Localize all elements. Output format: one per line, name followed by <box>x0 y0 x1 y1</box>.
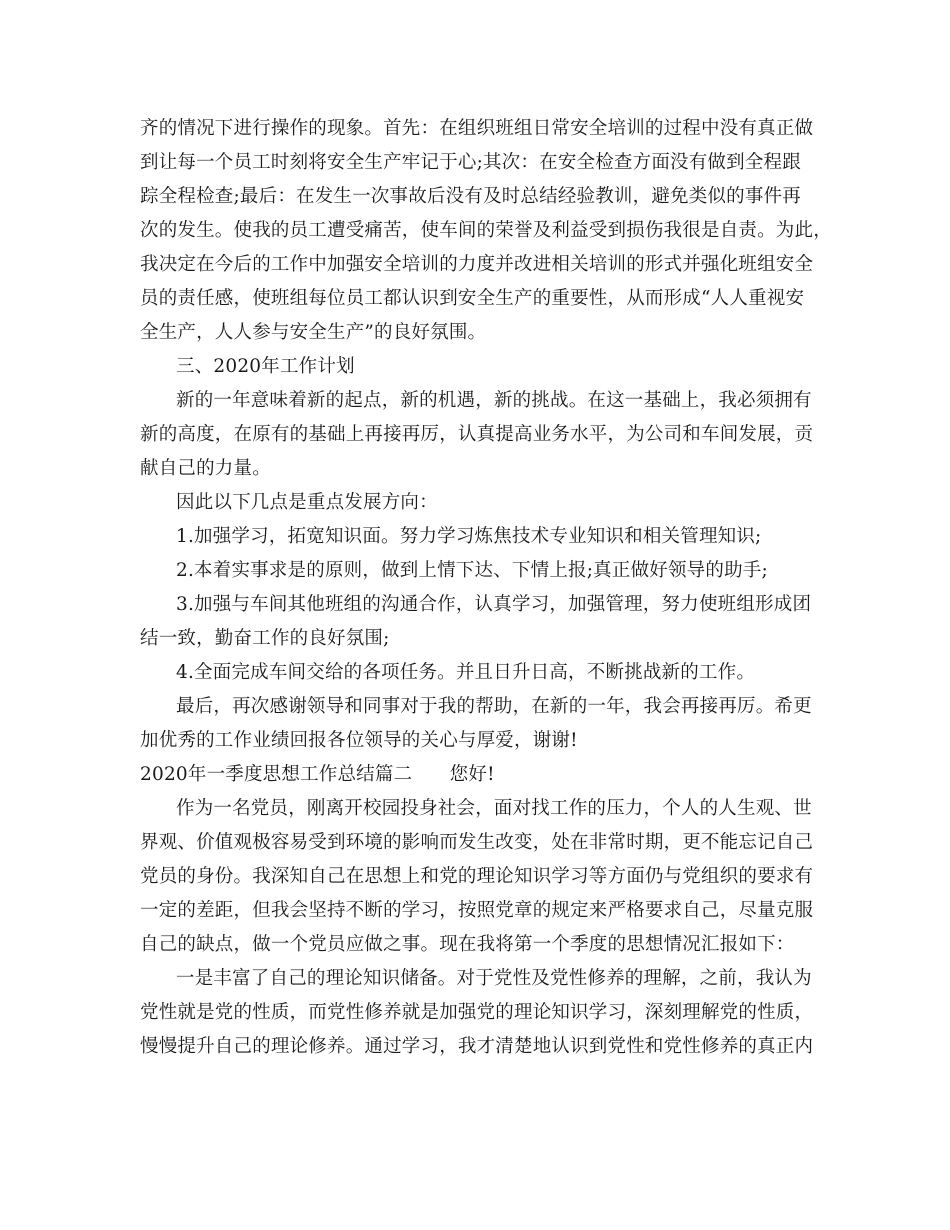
text-line: 一是丰富了自己的理论知识储备。对于党性及党性修养的理解，之前，我认为 <box>176 968 812 989</box>
section-heading: 三、2020年工作计划 <box>176 356 355 377</box>
text-line: 作为一名党员，刚离开校园投身社会，面对找工作的压力，个人的人生观、世 <box>176 798 812 819</box>
text-line: 全生产，人人参与安全生产”的良好氛围。 <box>140 322 487 343</box>
section-heading: 2020年一季度思想工作总结篇二 您好! <box>140 764 495 785</box>
text-line: 一定的差距，但我会坚持不断的学习，按照党章的规定来严格要求自己，尽量克服 <box>140 900 814 921</box>
text-line: 因此以下几点是重点发展方向： <box>176 492 438 513</box>
text-line: 到让每一个员工时刻将安全生产牢记于心;其次：在安全检查方面没有做到全程跟 <box>140 152 801 173</box>
text-line: 党员的身份。我深知自己在思想上和党的理论知识学习等方面仍与党组织的要求有 <box>140 866 814 887</box>
text-line: 加优秀的工作业绩回报各位领导的关心与厚爱，谢谢! <box>140 730 578 751</box>
text-line: 最后，再次感谢领导和同事对于我的帮助，在新的一年，我会再接再厉。希更 <box>176 696 812 717</box>
list-item: 2.本着实事求是的原则，做到上情下达、下情上报;真正做好领导的助手; <box>176 560 768 581</box>
text-line: 我决定在今后的工作中加强安全培训的力度并改进相关培训的形式并强化班组安全 <box>140 254 814 275</box>
text-line: 界观、价值观极容易受到环境的影响而发生改变，处在非常时期，更不能忘记自己 <box>140 832 814 853</box>
text-line: 结一致，勤奋工作的良好氛围; <box>140 628 390 649</box>
text-line: 新的高度，在原有的基础上再接再厉，认真提高业务水平，为公司和车间发展，贡 <box>140 424 814 445</box>
text-line: 自己的缺点，做一个党员应做之事。现在我将第一个季度的思想情况汇报如下： <box>140 934 795 955</box>
list-item: 1.加强学习，拓宽知识面。努力学习炼焦技术专业知识和相关管理知识; <box>176 526 762 547</box>
text-line: 员的责任感，使班组每位员工都认识到安全生产的重要性，从而形成“人人重视安 <box>140 288 805 309</box>
list-item: 3.加强与车间其他班组的沟通合作，认真学习，加强管理，努力使班组形成团 <box>176 594 812 615</box>
text-line: 慢慢提升自己的理论修养。通过学习，我才清楚地认识到党性和党性修养的真正内 <box>140 1036 814 1057</box>
text-line: 献自己的力量。 <box>140 458 271 479</box>
text-line: 踪全程检查;最后：在发生一次事故后没有及时总结经验教训，避免类似的事件再 <box>140 186 801 207</box>
list-item: 4.全面完成车间交给的各项任务。并且日升日高，不断挑战新的工作。 <box>176 662 756 683</box>
text-line: 新的一年意味着新的起点，新的机遇，新的挑战。在这一基础上，我必须拥有 <box>176 390 812 411</box>
text-line: 次的发生。使我的员工遭受痛苦，使车间的荣誉及利益受到损伤我很是自责。为此， <box>140 220 832 241</box>
text-line: 齐的情况下进行操作的现象。首先：在组织班组日常安全培训的过程中没有真正做 <box>140 118 814 139</box>
text-line: 党性就是党的性质，而党性修养就是加强党的理论知识学习，深刻理解党的性质， <box>140 1002 814 1023</box>
